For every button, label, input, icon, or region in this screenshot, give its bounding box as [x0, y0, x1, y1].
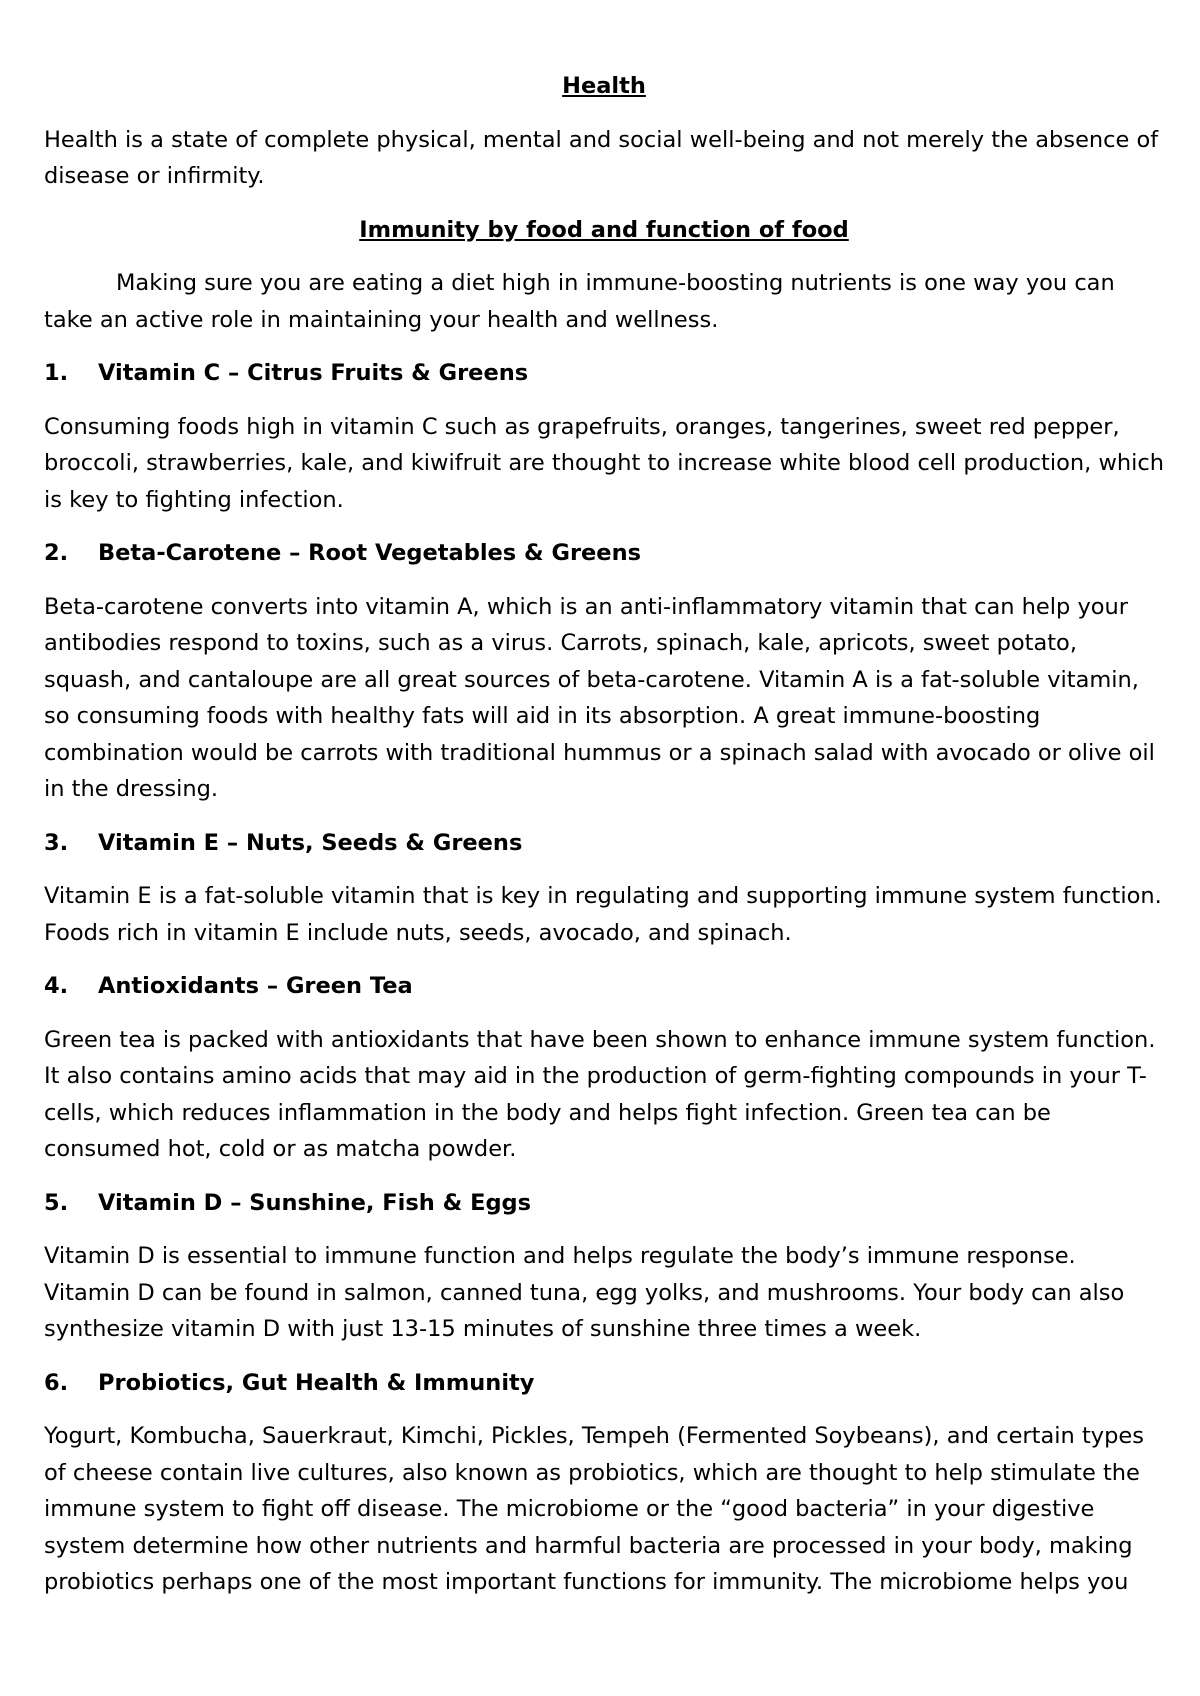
section-heading-text: Vitamin E – Nuts, Seeds & Greens: [98, 829, 523, 856]
section-heading-6: [44, 1365, 1164, 1402]
section-heading-text: Antioxidants – Green Tea: [98, 973, 413, 999]
section-heading-text: Vitamin D – Sunshine, Fish & Eggs: [98, 1189, 532, 1216]
section-heading-5: [44, 1185, 1164, 1222]
intro-paragraph: Making sure you are eating a diet high in immune-boosting nutrients is one way you can take an active role in maintaining your health and wellness.: [44, 270, 1115, 333]
section-number: 6.: [44, 1369, 69, 1396]
section-body-4: Green tea is packed with antioxidants that have been shown to enhance immune system function. It also contains amino acids that may aid in the production of germ-fighting compounds in your T-cells, which reduces inflammation in the body and helps fight infection. Green tea can be consumed hot, cold or as matcha powder.: [44, 1026, 1156, 1162]
section-heading-4: [44, 968, 1164, 1005]
section-number: 1.: [44, 360, 69, 386]
section-number: 3.: [44, 829, 69, 856]
section-number: 5.: [44, 1189, 69, 1216]
section-body-1: Consuming foods high in vitamin C such as grapefruits, oranges, tangerines, sweet red pepper, broccoli, strawberries, kale, and kiwifruit are thought to increase white blood cell production, which is key to fighting infection.: [44, 413, 1165, 513]
section-heading-3: [44, 825, 1164, 862]
section-number: 2.: [44, 540, 69, 566]
section-body-3: Vitamin E is a fat-soluble vitamin that is key in regulating and supporting immune system function. Foods rich in vitamin E include nuts, seeds, avocado, and spinach.: [44, 883, 1162, 946]
section-body-2: Beta-carotene converts into vitamin A, which is an anti-inflammatory vitamin that can help your antibodies respond to toxins, such as a virus. Carrots, spinach, kale, apricots, sweet potato, squash, and cantaloupe are all great sources of beta-carotene. Vitamin A is a fat-soluble vitamin, so consuming foods with healthy fats will aid in its absorption. A great immune-boosting combination would be carrots with traditional hummus or a spinach salad with avocado or olive oil in the dressing.: [44, 593, 1155, 802]
section-heading-text: Probiotics, Gut Health & Immunity: [98, 1369, 535, 1396]
document-title: Health: [562, 73, 646, 99]
section-body-5: Vitamin D is essential to immune function and helps regulate the body’s immune response. Vitamin D can be found in salmon, canned tuna, egg yolks, and mushrooms. Your body can also synthesize vitamin D with just 13-15 minutes of sunshine three times a week.: [44, 1243, 1125, 1342]
section-heading-1: [44, 355, 1164, 392]
section-body-6: Yogurt, Kombucha, Sauerkraut, Kimchi, Pickles, Tempeh (Fermented Soybeans), and certain types of cheese contain live cultures, also known as probiotics, which are thought to help stimulate the immune system to fight off disease. The microbiome or the “good bacteria” in your digestive system determine how other nutrients and harmful bacteria are processed in your body, making probiotics perhaps one of the most important functions for immunity. The microbiome helps you: [44, 1423, 1144, 1595]
document-page: [44, 68, 1164, 1618]
section-heading-2: [44, 535, 1164, 572]
section-heading-text: Beta-Carotene – Root Vegetables & Greens: [98, 540, 641, 566]
section-heading-text: Vitamin C – Citrus Fruits & Greens: [98, 360, 529, 386]
section-number: 4.: [44, 973, 69, 999]
section-subtitle: Immunity by food and function of food: [359, 216, 849, 243]
health-definition: Health is a state of complete physical, mental and social well-being and not merely the absence of disease or infirmity.: [44, 126, 1159, 189]
